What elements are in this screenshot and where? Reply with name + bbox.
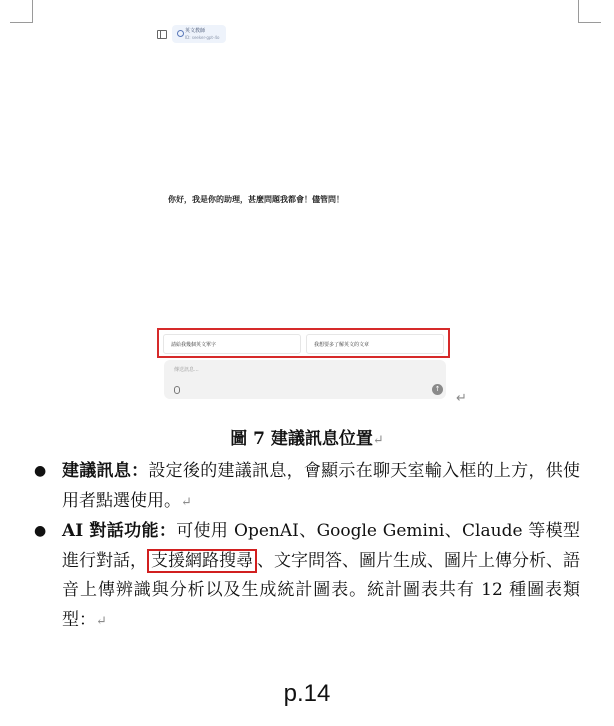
sidebar-toggle-icon bbox=[157, 30, 167, 39]
bullet-term: 建議訊息： bbox=[62, 461, 149, 481]
page-number: p.14 bbox=[283, 680, 331, 707]
figure-caption bbox=[0, 424, 614, 449]
suggestion-button-2: 我想要多了解英文的文章 bbox=[306, 334, 444, 354]
assistant-id: ID: seeker-gpt-4o bbox=[185, 35, 220, 40]
suggestion-highlight-box bbox=[157, 328, 450, 358]
bullet-text-continued: 、文字問答、圖片生成、圖片上傳分析、語音上傳辨識與分析以及生成統計圖表。統計圖表共有 12 種圖表類型： bbox=[62, 550, 580, 630]
assistant-name: 英文教師 bbox=[185, 28, 206, 34]
paragraph-mark: ↵ bbox=[96, 613, 107, 629]
bullet-item-ai-chat bbox=[34, 517, 580, 636]
bullet-text: 可使用 OpenAI、Google Gemini、Claude 等模型進行對話， bbox=[62, 521, 580, 571]
bullet-text: 設定後的建議訊息，會顯示在聊天室輸入框的上方，供使用者點選使用。 bbox=[62, 461, 581, 511]
crop-mark-top-right bbox=[578, 0, 601, 23]
bullet-dot: ● bbox=[34, 523, 47, 539]
microphone-icon bbox=[174, 386, 180, 394]
bullet-item-suggestions bbox=[34, 457, 580, 517]
assistant-avatar-icon bbox=[177, 30, 184, 37]
bullet-term: AI 對話功能： bbox=[62, 521, 177, 541]
bullet-list bbox=[34, 457, 580, 636]
suggestion-button-1: 請給我幾個英文單字 bbox=[163, 334, 301, 354]
assistant-chip bbox=[172, 25, 226, 43]
crop-mark-top-left bbox=[10, 0, 33, 23]
paragraph-mark: ↵ bbox=[456, 391, 467, 406]
message-input-placeholder: 傳送訊息... bbox=[174, 367, 199, 373]
message-input-area bbox=[164, 360, 446, 399]
paragraph-mark: ↵ bbox=[372, 433, 384, 448]
highlighted-phrase: 支援網路搜尋 bbox=[147, 549, 257, 573]
bullet-dot: ● bbox=[34, 463, 47, 479]
send-icon: ↑ bbox=[432, 384, 443, 395]
greeting-text: 你好，我是你的助理，甚麼問題我都會！儘管問！ bbox=[168, 195, 344, 204]
caption-text: 圖 7 建議訊息位置 bbox=[230, 429, 373, 449]
paragraph-mark: ↵ bbox=[181, 494, 192, 510]
chat-screenshot bbox=[150, 20, 462, 405]
